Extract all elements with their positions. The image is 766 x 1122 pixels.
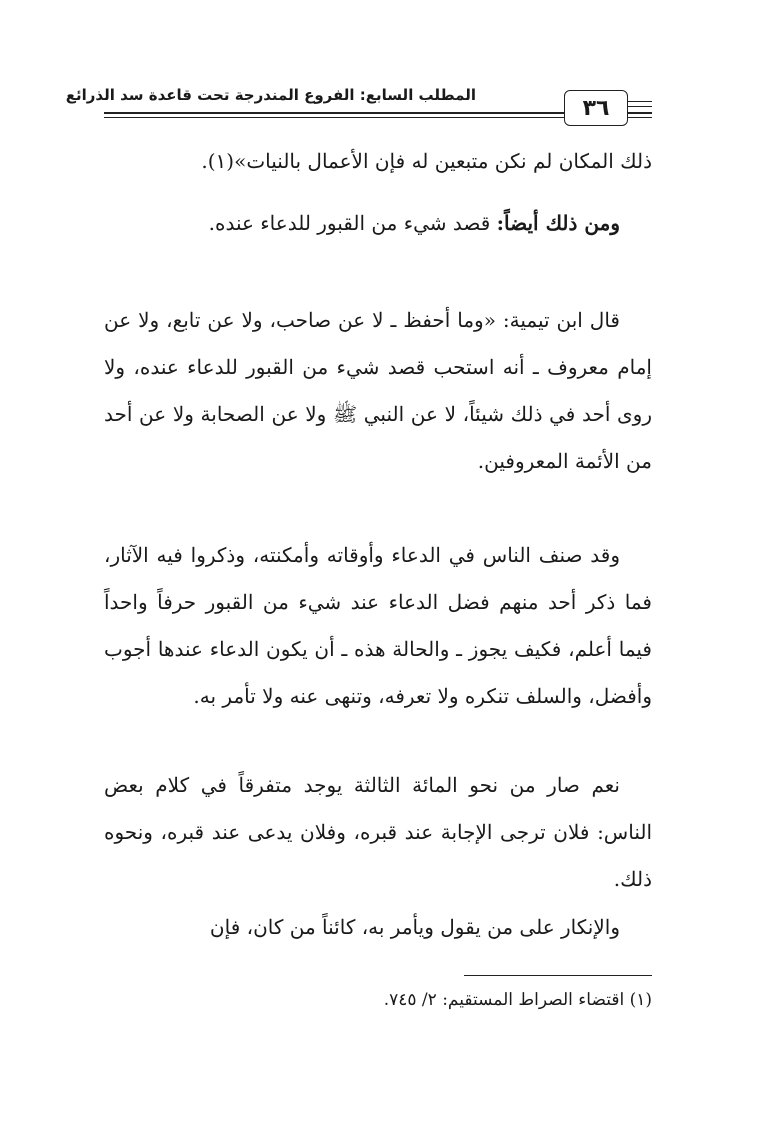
paragraph: قال ابن تيمية: «وما أحفظ ـ لا عن صاحب، ولا عن تابع، ولا عن إمام معروف ـ أنه استحب قصد شيء من القبور للدعاء عنده، ولا روى أحد في ذلك شيئاً، لا عن النبي ﷺ ولا عن الصحابة ولا عن أحد من الأئمة المعروفين.: [104, 308, 652, 473]
paragraph-text: قصد شيء من القبور للدعاء عنده.: [208, 211, 497, 235]
body-block-3: [104, 297, 652, 485]
header-title: المطلب السابع: الفروع المندرجة تحت قاعدة سد الذرائع: [65, 86, 476, 104]
paragraph: [104, 200, 652, 247]
footnote-separator: [464, 975, 652, 976]
footnote: (١) اقتضاء الصراط المستقيم: ٢/ ٧٤٥.: [383, 990, 652, 1010]
body-block-2: [104, 200, 652, 247]
paragraph: ذلك المكان لم نكن متبعين له فإن الأعمال بالنيات»(١).: [201, 149, 652, 173]
page-number-ornament: [628, 101, 652, 115]
paragraph: والإنكار على من يقول ويأمر به، كائناً من كان، فإن: [209, 915, 620, 939]
body-block-5: [104, 762, 652, 903]
running-header: [65, 82, 652, 122]
body-block-1: [104, 138, 652, 185]
paragraph: نعم صار من نحو المائة الثالثة يوجد متفرقاً في كلام بعض الناس: فلان ترجى الإجابة عند قبره، وفلان يدعى عند قبره، ونحوه ذلك.: [104, 773, 652, 891]
page-number: ٣٦: [564, 90, 628, 126]
body-block-6: [104, 904, 652, 951]
paragraph-lead: ومن ذلك أيضاً:: [496, 211, 620, 235]
body-block-4: [104, 532, 652, 720]
paragraph: وقد صنف الناس في الدعاء وأوقاته وأمكنته، وذكروا فيه الآثار، فما ذكر أحد منهم فضل الدعاء عند شيء من القبور حرفاً واحداً فيما أعلم، فكيف يجوز ـ والحالة هذه ـ أن يكون الدعاء عندها أجوب وأفضل، والسلف تنكره ولا تعرفه، وتنهى عنه ولا تأمر به.: [104, 543, 652, 708]
